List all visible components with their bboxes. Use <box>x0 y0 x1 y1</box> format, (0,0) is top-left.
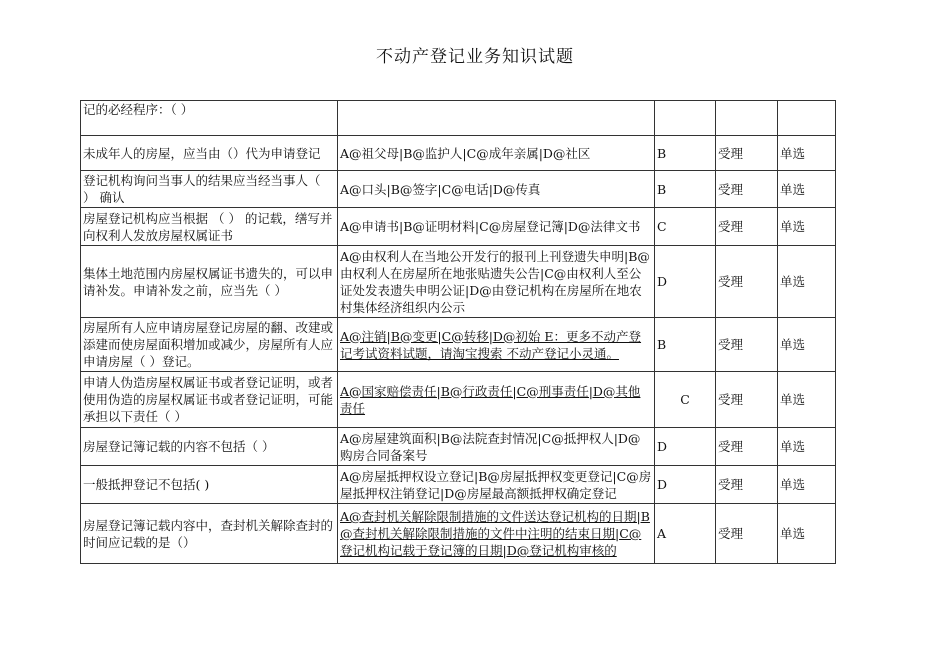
category-cell: 受理 <box>716 466 778 504</box>
question-text: 房屋登记机构应当根据 （ ） 的记载，缮写并向权利人发放房屋权属证书 <box>83 210 333 243</box>
table-row <box>81 466 836 504</box>
category-cell: 受理 <box>716 504 778 564</box>
options-text: A@查封机关解除限制措施的文件送达登记机构的日期|B@查封机关解除限制措施的文件中注明的结束日期|C@登记机构记载于登记簿的日期|D@登记机构审核的 <box>340 509 650 558</box>
options-cell <box>338 208 655 246</box>
question-text: 集体土地范围内房屋权属证书遗失的，可以申请补发。申请补发之前，应当先（ ） <box>83 265 334 298</box>
category-cell <box>716 101 778 136</box>
type-cell: 单选 <box>778 318 836 372</box>
table-row <box>81 208 836 246</box>
answer-cell: B <box>655 318 716 372</box>
answer-cell: C <box>655 208 716 246</box>
question-text: 登记机构询问当事人的结果应当经当事人（ ） 确认 <box>83 173 321 205</box>
answer-cell: C <box>655 372 716 428</box>
answer-cell: D <box>655 246 716 318</box>
question-text: 申请人伪造房屋权属证书或者登记证明，或者使用伪造的房屋权属证书或者登记证明，可能承担以下责任（ ） <box>83 375 334 424</box>
options-text: A@申请书|B@证明材料|C@房屋登记簿|D@法律文书 <box>340 219 641 234</box>
question-cell <box>81 101 338 136</box>
options-text: A@国家赔偿责任|B@行政责任|C@刑事责任|D@其他责任 <box>340 383 641 416</box>
question-cell <box>81 428 338 466</box>
question-text: 房屋登记簿记载的内容不包括（ ） <box>83 439 275 454</box>
options-text: A@祖父母|B@监护人|C@成年亲属|D@社区 <box>340 145 591 161</box>
type-cell: 单选 <box>778 246 836 318</box>
table-row <box>81 171 836 208</box>
type-cell: 单选 <box>778 504 836 564</box>
question-cell <box>81 171 338 208</box>
answer-cell <box>655 101 716 136</box>
type-cell: 单选 <box>778 466 836 504</box>
question-text: 房屋所有人应申请房屋登记房屋的翻、改建或添建而使房屋面积增加或减少，房屋所有人应申请房屋（ ）登记。 <box>83 320 334 369</box>
table-row <box>81 246 836 318</box>
question-text: 一般抵押登记不包括( ) <box>83 477 210 492</box>
category-cell: 受理 <box>716 208 778 246</box>
document-title: 不动产登记业务知识试题 <box>376 47 574 67</box>
answer-cell: D <box>655 466 716 504</box>
table-row <box>81 428 836 466</box>
answer-cell: A <box>655 504 716 564</box>
options-cell <box>338 136 655 171</box>
question-text: 房屋登记簿记载内容中，查封机关解除查封的时间应记载的是（） <box>83 517 334 550</box>
question-cell <box>81 208 338 246</box>
table-row <box>81 372 836 428</box>
type-cell <box>778 101 836 136</box>
options-text: A@注销|B@变更|C@转移|D@初始 E：更多不动产登记考试资料试题，请淘宝搜索 不动产登记小灵通。 <box>340 328 642 361</box>
answer-cell: B <box>655 136 716 171</box>
type-cell: 单选 <box>778 428 836 466</box>
category-cell: 受理 <box>716 428 778 466</box>
options-cell <box>338 466 655 504</box>
category-cell: 受理 <box>716 171 778 208</box>
options-cell <box>338 504 655 564</box>
category-cell: 受理 <box>716 136 778 171</box>
options-cell <box>338 372 655 428</box>
table-row <box>81 504 836 564</box>
answer-cell: B <box>655 171 716 208</box>
question-text: 记的必经程序：（ ） <box>83 102 194 117</box>
table-row <box>81 101 836 136</box>
category-cell: 受理 <box>716 318 778 372</box>
question-cell <box>81 246 338 318</box>
category-cell: 受理 <box>716 372 778 428</box>
question-cell <box>81 504 338 564</box>
options-cell <box>338 428 655 466</box>
options-cell <box>338 246 655 318</box>
options-text: A@口头|B@签字|C@电话|D@传真 <box>340 181 541 197</box>
options-cell <box>338 171 655 208</box>
question-cell <box>81 136 338 171</box>
options-text: A@房屋抵押权设立登记|B@房屋抵押权变更登记|C@房屋抵押权注销登记|D@房屋最高额抵押权确定登记 <box>340 468 652 501</box>
type-cell: 单选 <box>778 208 836 246</box>
type-cell: 单选 <box>778 372 836 428</box>
type-cell: 单选 <box>778 136 836 171</box>
table-row <box>81 136 836 171</box>
options-text: A@房屋建筑面积|B@法院查封情况|C@抵押权人|D@购房合同备案号 <box>340 430 641 463</box>
answer-cell: D <box>655 428 716 466</box>
question-table <box>80 100 836 564</box>
question-cell <box>81 372 338 428</box>
options-cell <box>338 101 655 136</box>
question-cell <box>81 466 338 504</box>
category-cell: 受理 <box>716 246 778 318</box>
type-cell: 单选 <box>778 171 836 208</box>
question-text: 未成年人的房屋，应当由（）代为申请登记 <box>83 145 321 161</box>
options-text: A@由权利人在当地公开发行的报刊上刊登遗失申明|B@由权利人在房屋所在地张贴遗失公告|C@由权利人至公证处发表遗失申明公证|D@由登记机构在房屋所在地农村集体经济组织内公示 <box>340 248 650 315</box>
question-cell <box>81 318 338 372</box>
options-cell <box>338 318 655 372</box>
table-row <box>81 318 836 372</box>
